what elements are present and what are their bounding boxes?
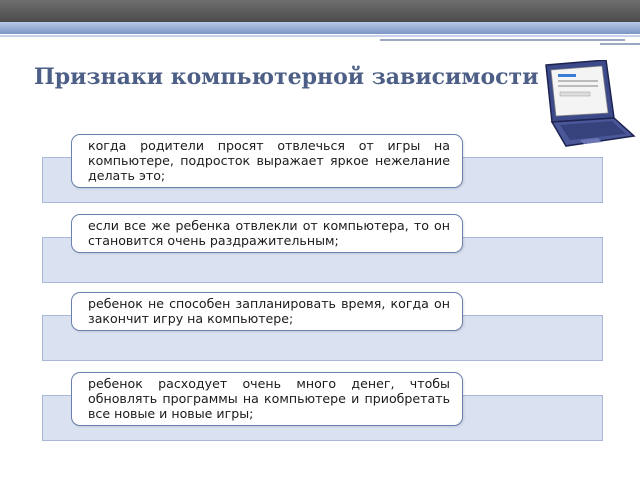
top-dark-bar: [0, 0, 640, 22]
item-text: ребенок не способен запланировать время, когда он закончит игру на компьютере;: [71, 292, 463, 331]
list-item: [0, 134, 640, 216]
top-blue-bar: [0, 22, 640, 34]
item-text: ребенок расходует очень много денег, чтобы обновлять программы на компьютере и приобретать все новые и новые игры;: [71, 372, 463, 426]
decor-line: [600, 43, 640, 45]
slide-title: Признаки компьютерной зависимости: [34, 64, 539, 90]
decor-line: [380, 39, 625, 41]
list-item: [0, 292, 640, 374]
list-item: [0, 372, 640, 454]
item-text: если все же ребенка отвлекли от компьютера, то он становится очень раздражительным;: [71, 214, 463, 253]
decor-line: [0, 35, 640, 37]
list-item: [0, 214, 640, 296]
item-text: когда родители просят отвлечься от игры на компьютере, подросток выражает яркое нежелание делать это;: [71, 134, 463, 188]
